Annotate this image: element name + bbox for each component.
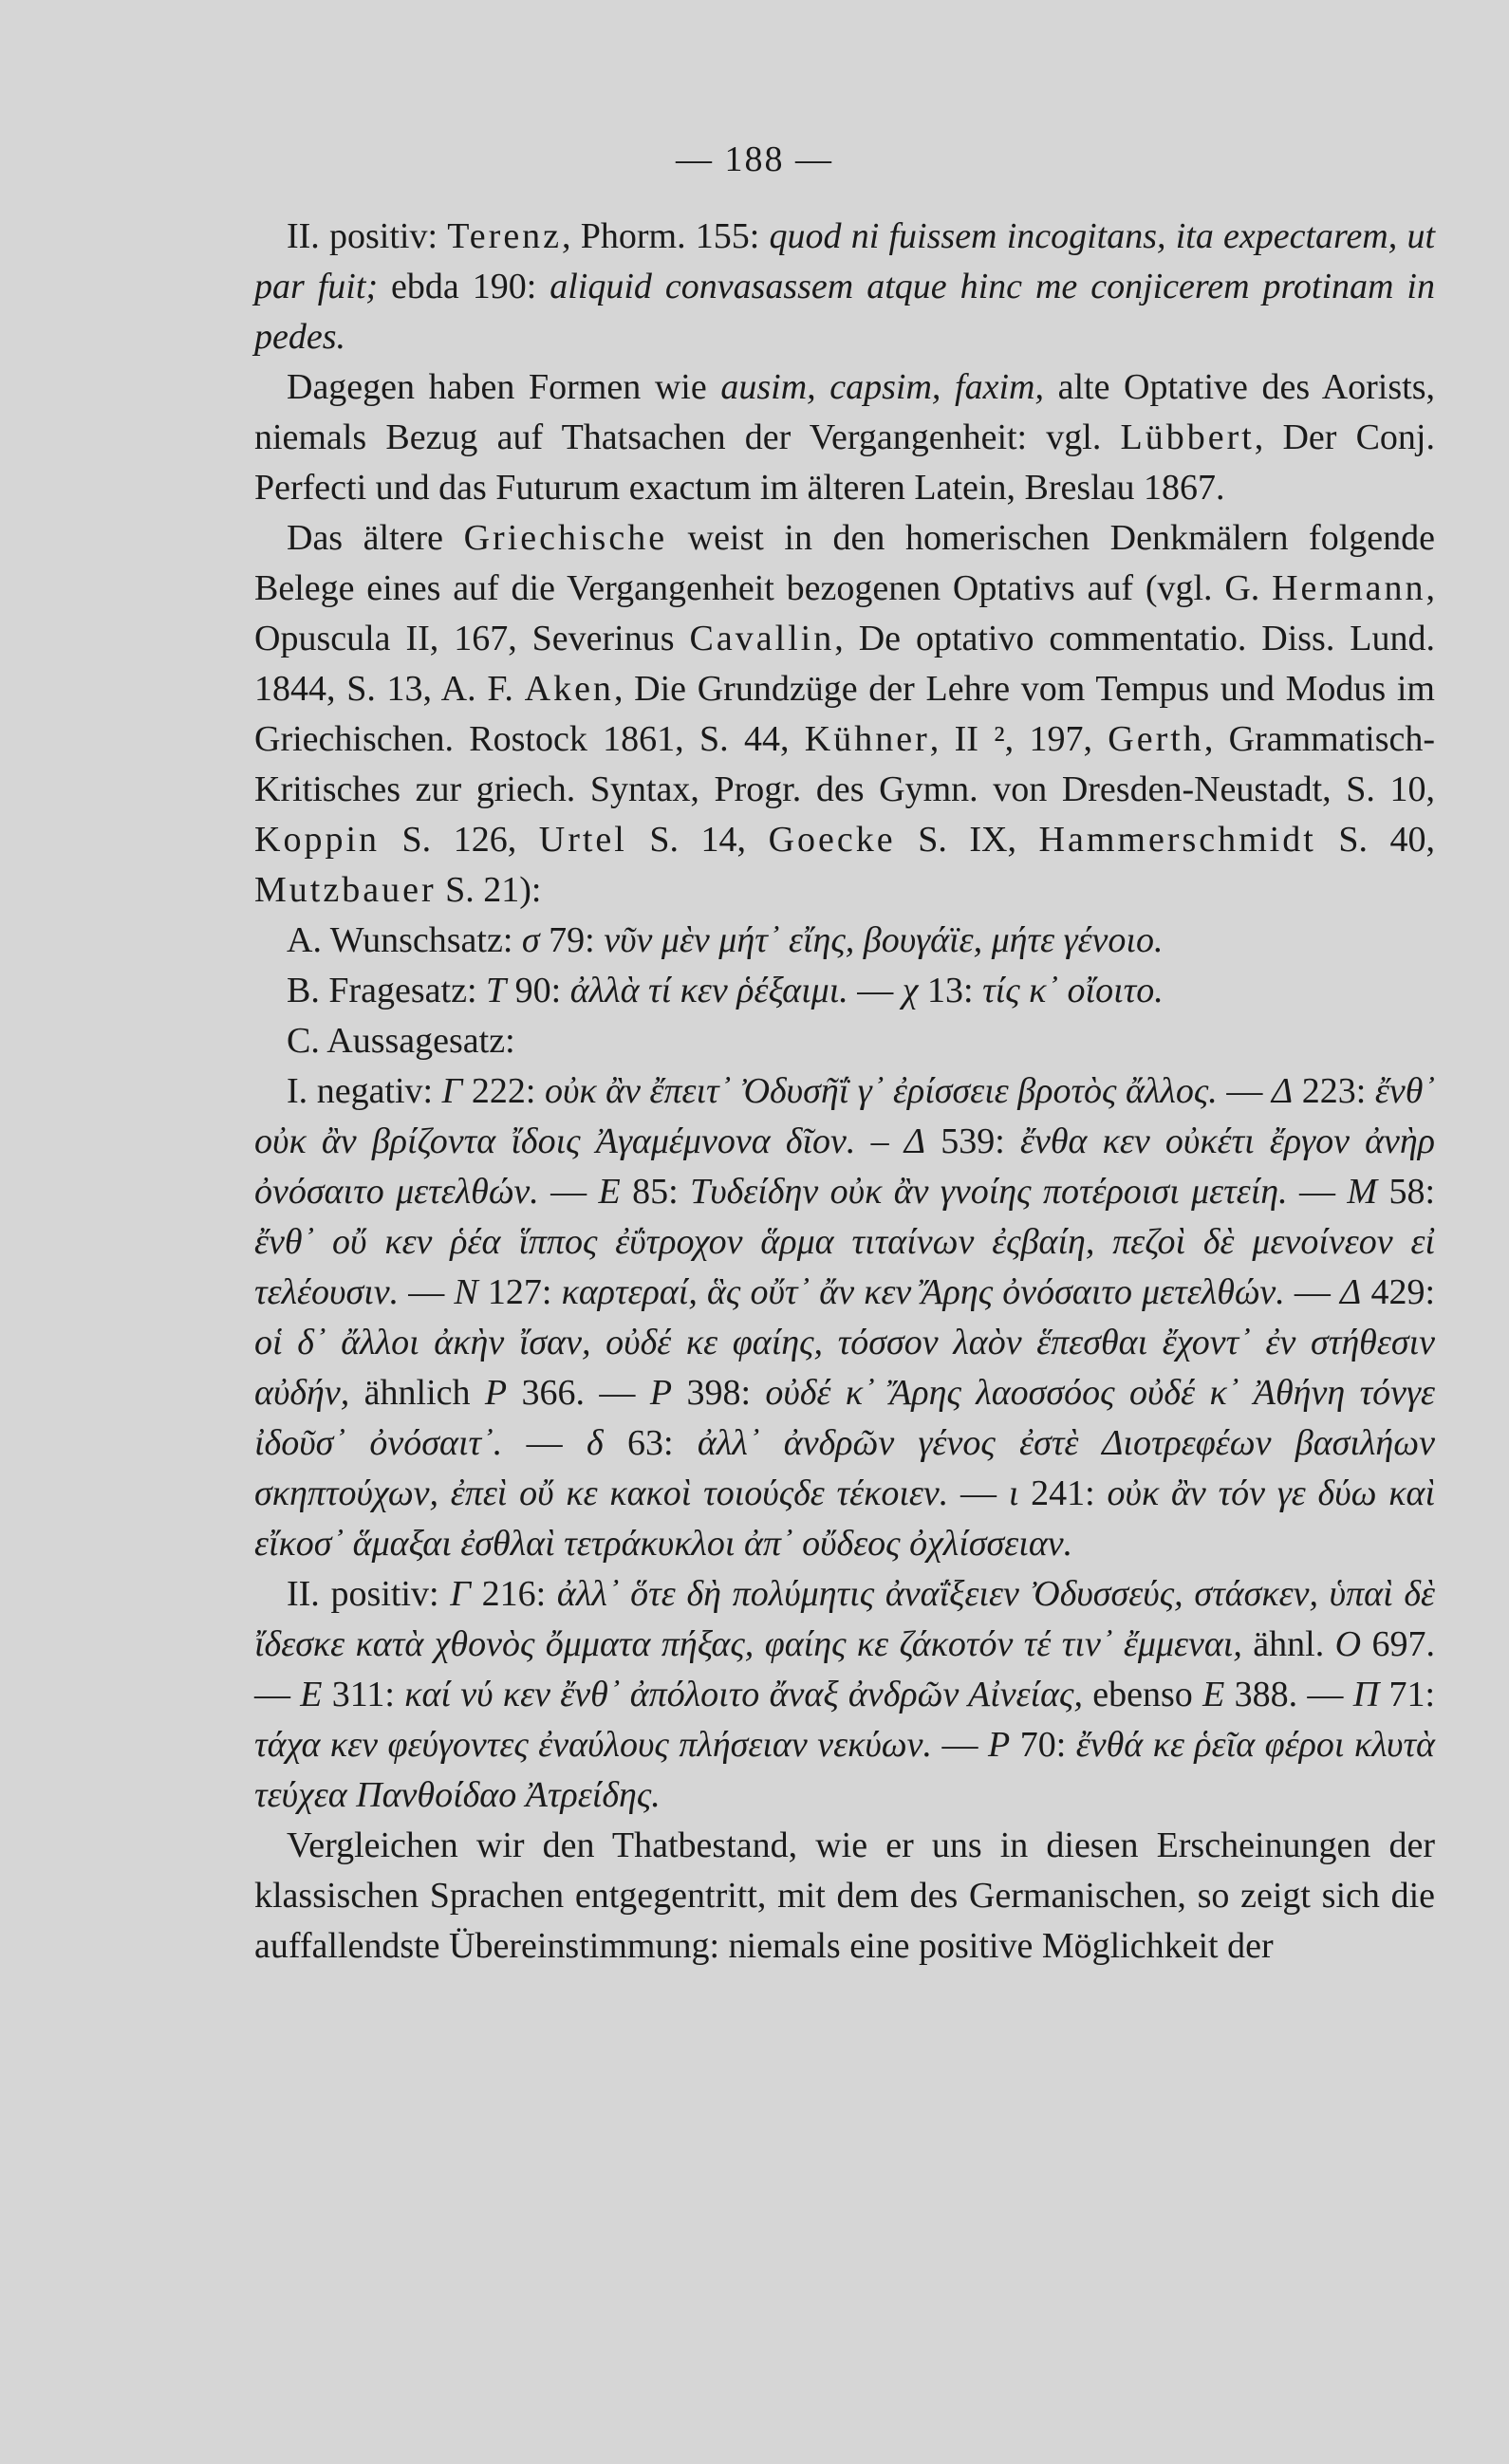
body-text: [254, 212, 1435, 1972]
italic-run: Γ: [450, 1574, 471, 1614]
italic-run: καί νύ κεν ἔνθ᾽ ἀπόλοιτο ἄναξ ἀνδρῶν Αἰνείας,: [404, 1675, 1083, 1714]
paragraph: [254, 513, 1435, 916]
italic-run: T: [486, 971, 507, 1010]
text-run: 398:: [672, 1373, 766, 1413]
text-run: 70:: [1010, 1725, 1076, 1765]
italic-run: ι: [1008, 1473, 1019, 1513]
spaced-name: Urtel: [538, 820, 627, 860]
text-run: ebenso: [1082, 1675, 1203, 1714]
paragraph: [254, 1066, 1435, 1569]
text-run: Dagegen haben Formen wie: [287, 367, 721, 407]
paragraph: [254, 916, 1435, 966]
spaced-name: Griechische: [463, 518, 668, 558]
text-run: , Der Conj. Perfecti und das Futurum exactum im älteren Latein, Breslau 1867.: [254, 417, 1435, 508]
text-run: S. 126,: [380, 820, 539, 860]
spaced-name: Aken: [524, 669, 614, 709]
spaced-name: Terenz: [447, 216, 563, 256]
text-run: S. IX,: [895, 820, 1039, 860]
italic-run: ἔνθα κεν οὐκέτι ἔργον ἀνὴρ ὀνόσαιτο μετελθών.: [254, 1121, 1436, 1212]
text-run: alte Optative des Aorists, niemals Bezug auf Thatsachen der Vergangenheit: vgl.: [254, 367, 1435, 457]
text-run: 223:: [1293, 1071, 1375, 1111]
italic-run: ἀλλὰ τί κεν ῥέξαιμι.: [569, 971, 848, 1010]
text-run: S. 40,: [1315, 820, 1436, 860]
italic-run: Δ: [1340, 1272, 1362, 1312]
italic-run: Γ: [441, 1071, 463, 1111]
italic-run: P: [484, 1373, 508, 1413]
italic-run: ἔνθ᾽ οὐκ ἂν βρίζοντα ἴδοις Ἀγαμέμνονα δῖον.: [254, 1071, 1436, 1161]
italic-run: Δ: [904, 1121, 926, 1161]
italic-run: σ: [521, 920, 540, 960]
text-run: 388. —: [1224, 1675, 1353, 1714]
text-run: 216:: [470, 1574, 557, 1614]
text-run: weist in den homerischen Denkmälern folgende Belege eines auf die Vergangenheit bezogenen Optativs auf (vgl. G.: [254, 518, 1435, 608]
italic-run: O: [1334, 1624, 1362, 1664]
spaced-name: Goecke: [768, 820, 896, 860]
italic-run: οὐκ ἂν ἔπειτ᾽ Ὀδυσῆΐ γ᾽ ἐρίσσειε βροτὸς ἄλλος.: [544, 1071, 1218, 1111]
text-run: I. negativ:: [287, 1071, 442, 1111]
italic-run: E: [598, 1172, 621, 1212]
italic-run: E: [300, 1675, 323, 1714]
text-run: II. positiv:: [287, 1574, 451, 1614]
italic-run: Τυδείδην οὐκ ἂν γνοίης ποτέροισι μετείη.: [690, 1172, 1288, 1212]
text-run: , Grammatisch-Kritisches zur griech. Syntax, Progr. des Gymn. von Dresden-Neustadt, S. 10,: [254, 719, 1436, 809]
text-run: ebda 190:: [378, 267, 550, 306]
spaced-name: Kühner: [804, 719, 930, 759]
text-run: —: [931, 1725, 988, 1765]
text-run: 85:: [620, 1172, 691, 1212]
text-run: Vergleichen wir den Thatbestand, wie er uns in diesen Erscheinungen der klassischen Sprachen entgegentritt, mit dem des Germanischen, so zeigt sich die auffallendste Übereinstimmung: niemals eine positive Möglichkeit der: [254, 1825, 1435, 1966]
spaced-name: Mutzbauer: [254, 870, 437, 910]
spaced-name: Hammerschmidt: [1038, 820, 1316, 860]
italic-run: τάχα κεν φεύγοντες ἐναύλους πλήσειαν νεκύων.: [254, 1725, 932, 1765]
text-run: —: [848, 971, 903, 1010]
italic-run: Π: [1352, 1675, 1380, 1714]
text-run: ähnlich: [349, 1373, 485, 1413]
text-run: , De optativo commentatio. Diss. Lund. 1844, S. 13, A. F.: [254, 619, 1435, 709]
text-run: C. Aussagesatz:: [287, 1021, 515, 1061]
paragraph: [254, 362, 1435, 513]
text-run: —: [1287, 1172, 1348, 1212]
text-run: —: [538, 1172, 599, 1212]
text-run: Das ältere: [287, 518, 464, 558]
text-run: ähnl.: [1241, 1624, 1335, 1664]
spaced-name: Gerth: [1108, 719, 1204, 759]
paragraph: [254, 212, 1435, 362]
text-run: 71:: [1379, 1675, 1436, 1714]
text-run: B. Fragesatz:: [287, 971, 487, 1010]
text-run: 222:: [462, 1071, 545, 1111]
text-run: —: [948, 1473, 1009, 1513]
italic-run: N: [454, 1272, 478, 1312]
italic-run: νῦν μὲν μήτ᾽ εἴης, βουγάϊε, μήτε γένοιο.: [604, 920, 1164, 960]
spaced-name: Koppin: [254, 820, 380, 860]
paragraph: [254, 1569, 1435, 1821]
text-run: S. 14,: [626, 820, 769, 860]
text-run: —: [1284, 1272, 1341, 1312]
text-run: 241:: [1018, 1473, 1108, 1513]
text-run: 697. —: [254, 1624, 1436, 1714]
italic-run: P: [987, 1725, 1011, 1765]
italic-run: ausim, capsim, faxim,: [720, 367, 1044, 407]
italic-run: M: [1347, 1172, 1378, 1212]
italic-run: ἔνθά κε ῥεῖα φέροι κλυτὰ τεύχεα Πανθοίδαο Ἀτρείδης.: [254, 1725, 1435, 1815]
paragraph: [254, 966, 1435, 1016]
text-run: , II ², 197,: [929, 719, 1108, 759]
text-run: 366. —: [507, 1373, 650, 1413]
text-run: , Phorm. 155:: [562, 216, 770, 256]
text-run: , Die Grundzüge der Lehre vom Tempus und Modus im Griechischen. Rostock 1861, S. 44,: [254, 669, 1435, 759]
text-run: 311:: [322, 1675, 405, 1714]
text-run: —: [399, 1272, 455, 1312]
spaced-name: Lübbert: [1120, 417, 1255, 457]
text-run: 127:: [477, 1272, 562, 1312]
text-run: —: [502, 1423, 587, 1463]
italic-run: P: [649, 1373, 673, 1413]
text-run: , Opuscula II, 167, Severinus: [254, 568, 1435, 658]
italic-run: χ: [902, 971, 919, 1010]
italic-run: τίς κ᾽ οἴοιτο.: [982, 971, 1164, 1010]
italic-run: ἔνθ᾽ οὔ κεν ῥέα ἵππος ἐΰτροχον ἅρμα τιταίνων ἐςβαίη, πεζοὶ δὲ μενοίνεον εἰ τελέουσιν.: [254, 1222, 1435, 1312]
text-run: 539:: [925, 1121, 1021, 1161]
italic-run: Δ: [1271, 1071, 1294, 1111]
spaced-name: Cavallin: [689, 619, 835, 658]
italic-run: ἀλλ᾽ ἀνδρῶν γένος ἐστὲ Διοτρεφέων βασιλήων σκηπτούχων, ἐπεὶ οὔ κε κακοὶ τοιούςδε τέκοιεν.: [254, 1423, 1435, 1513]
italic-run: E: [1202, 1675, 1225, 1714]
text-run: –: [855, 1121, 904, 1161]
italic-run: οἱ δ᾽ ἄλλοι ἀκὴν ἴσαν, οὐδέ κε φαίης, τόσσον λαὸν ἕπεσθαι ἔχοντ᾽ ἐν στήθεσιν αὐδήν,: [254, 1323, 1435, 1413]
spaced-name: Hermann: [1272, 568, 1426, 608]
text-run: 90:: [506, 971, 570, 1010]
text-run: 79:: [539, 920, 605, 960]
page-number: — 188 —: [676, 139, 833, 179]
text-run: 58:: [1377, 1172, 1436, 1212]
text-run: 63:: [603, 1423, 698, 1463]
italic-run: quod ni fuissem incogitans, ita expectarem, ut par fuit;: [254, 216, 1435, 306]
paragraph: [254, 1821, 1435, 1972]
text-run: S. 21):: [436, 870, 542, 910]
italic-run: οὐκ ἂν τόν γε δύω καὶ εἴκοσ᾽ ἅμαξαι ἐσθλαὶ τετράκυκλοι ἀπ᾽ οὔδεος ὀχλίσσειαν.: [254, 1473, 1436, 1564]
text-run: A. Wunschsatz:: [287, 920, 522, 960]
text-run: —: [1217, 1071, 1272, 1111]
italic-run: οὐδέ κ᾽ Ἄρης λαοσσόος οὐδέ κ᾽ Ἀθήνη τόνγε ἰδοῦσ᾽ ὀνόσαιτ᾽.: [254, 1373, 1435, 1463]
italic-run: καρτεραί, ἃς οὔτ᾽ ἄν κεν Ἄρης ὀνόσαιτο μετελθών.: [561, 1272, 1285, 1312]
paragraph: [254, 1016, 1435, 1066]
italic-run: δ: [586, 1423, 604, 1463]
text-run: II. positiv:: [287, 216, 448, 256]
italic-run: aliquid convasassem atque hinc me conjicerem protinam in pedes.: [254, 267, 1435, 357]
italic-run: ἀλλ᾽ ὅτε δὴ πολύμητις ἀναΐξειεν Ὀδυσσεύς, στάσκεν, ὑπαὶ δὲ ἴδεσκε κατὰ χθονὸς ὄμματα πήξας, φαίης κε ζάκοτόν τέ τιν᾽ ἔμμεναι,: [254, 1574, 1436, 1664]
text-run: 429:: [1361, 1272, 1436, 1312]
text-run: 13:: [918, 971, 983, 1010]
